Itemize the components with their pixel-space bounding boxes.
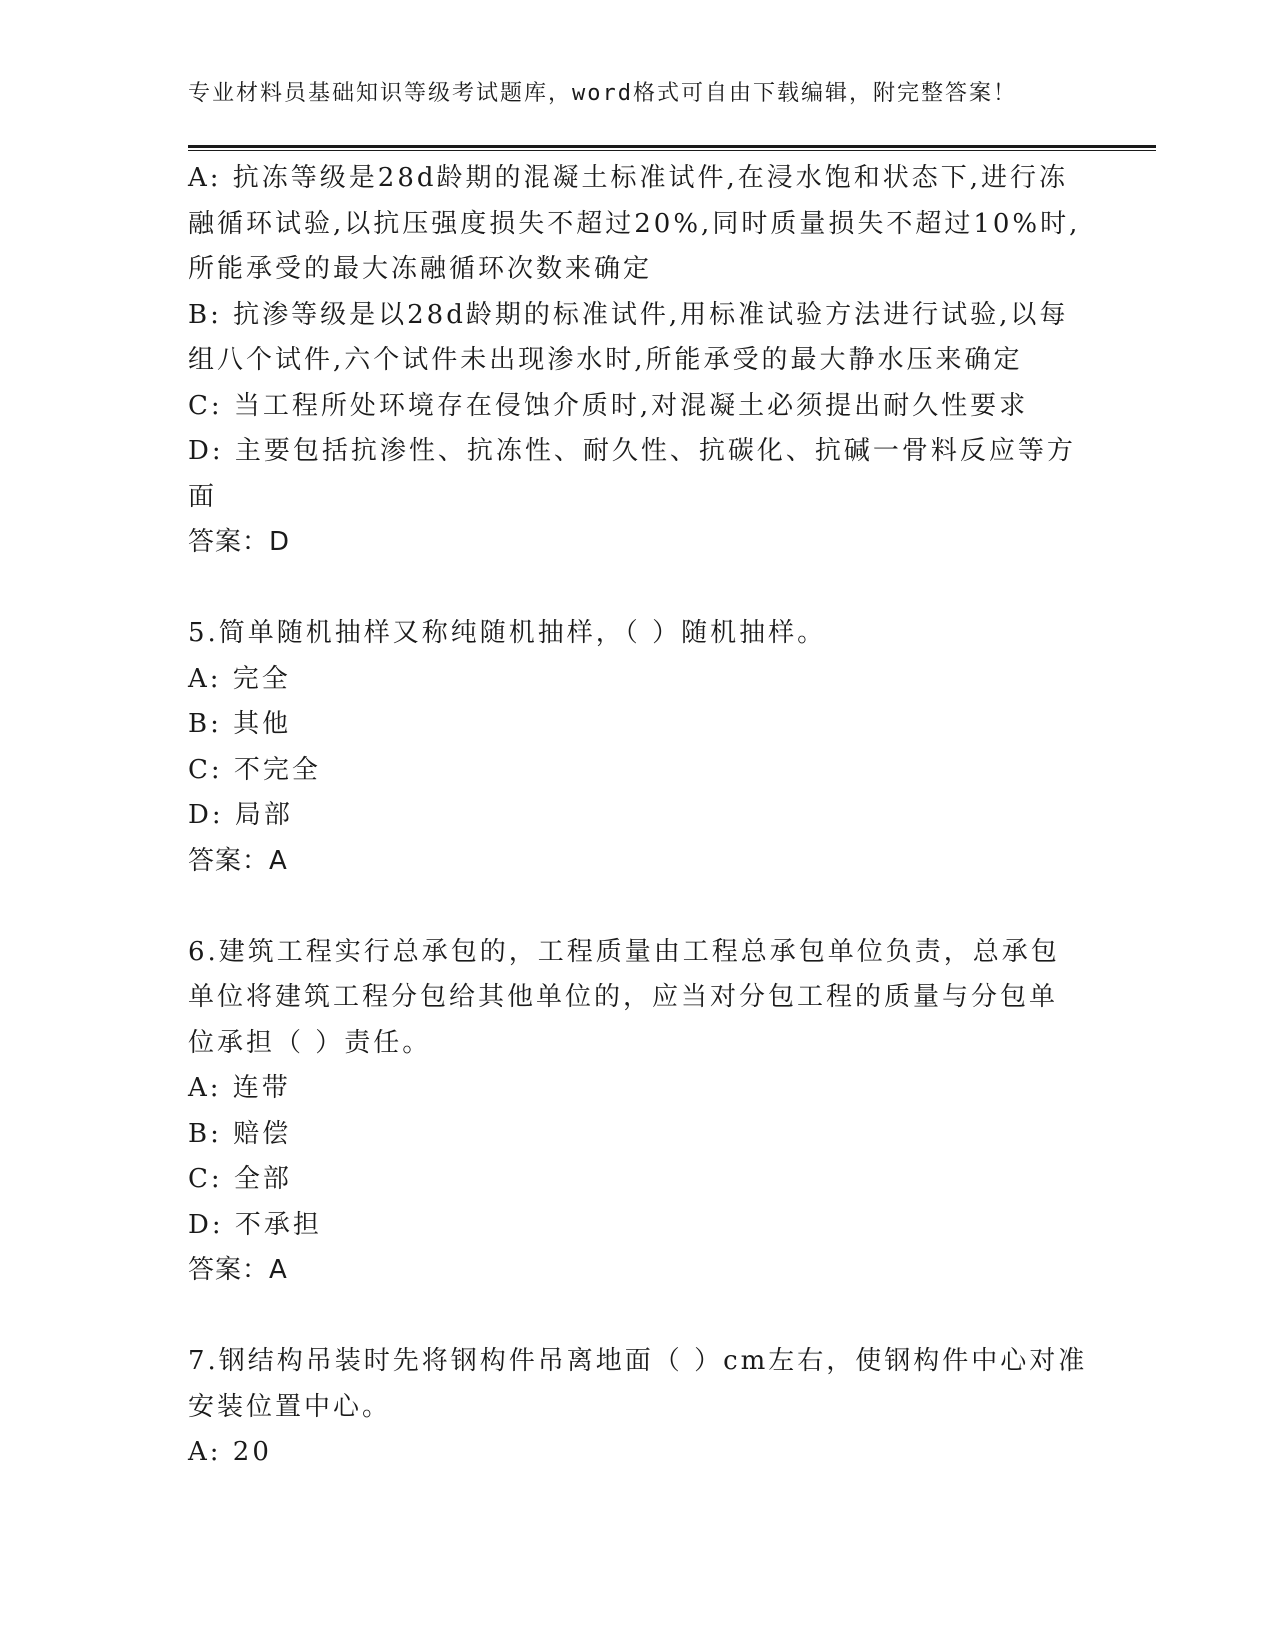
spacer [188,884,1088,930]
spacer [188,566,1088,612]
option-a: A: 完全 [188,663,291,694]
option-a-line-1: A: 抗冻等级是28d龄期的混凝土标准试件,在浸水饱和状态下,进行冻 [188,163,1069,193]
question-7 [188,1339,1088,1476]
question-stem-line-3: 位承担（ ）责任。 [188,1027,432,1058]
question-stem-line-1: 6.建筑工程实行总承包的，工程质量由工程总承包单位负责，总承包 [188,936,1060,967]
option-a: A: 连带 [188,1073,291,1103]
option-c: C: 当工程所处环境存在侵蚀介质时,对混凝土必须提出耐久性要求 [188,390,1029,421]
option-a: A: 20 [188,1437,272,1467]
option-d-line-1: D: 主要包括抗渗性、抗冻性、耐久性、抗碳化、抗碱一骨料反应等方 [188,436,1076,466]
question-stem-line-2: 单位将建筑工程分包给其他单位的，应当对分包工程的质量与分包单 [188,982,1059,1012]
question-content [188,156,1088,1476]
option-d: D: 不承担 [188,1209,322,1240]
answer-q4: 答案：D [188,527,291,557]
option-b: B: 赔偿 [188,1118,292,1149]
option-b: B: 其他 [188,709,292,739]
page-header: 专业材料员基础知识等级考试题库，word格式可自由下载编辑，附完整答案！ [188,81,1017,106]
question-stem: 5.简单随机抽样又称纯随机抽样，（ ）随机抽样。 [188,618,827,648]
header-divider [188,145,1156,151]
question-6 [188,930,1088,1294]
option-b-line-1: B: 抗渗等级是以28d龄期的标准试件,用标准试验方法进行试验,以每 [188,299,1069,330]
question-4-options [188,156,1088,566]
option-d: D: 局部 [188,800,293,830]
answer-q5: 答案：A [188,845,288,876]
spacer [188,1294,1088,1340]
option-a-line-3: 所能承受的最大冻融循环次数来确定 [188,254,653,284]
question-stem-line-1: 7.钢结构吊装时先将钢构件吊离地面（ ）cm左右，使钢构件中心对准 [188,1346,1088,1376]
option-d-line-2: 面 [188,481,218,512]
option-b-line-2: 组八个试件,六个试件未出现渗水时,所能承受的最大静水压来确定 [188,345,1023,375]
question-5 [188,611,1088,884]
option-c: C: 全部 [188,1164,292,1194]
question-stem-line-2: 安装位置中心。 [188,1391,392,1422]
option-a-line-2: 融循环试验,以抗压强度损失不超过20%,同时质量损失不超过10%时, [188,208,1081,239]
option-c: C: 不完全 [188,754,321,785]
answer-q6: 答案：A [188,1255,288,1285]
